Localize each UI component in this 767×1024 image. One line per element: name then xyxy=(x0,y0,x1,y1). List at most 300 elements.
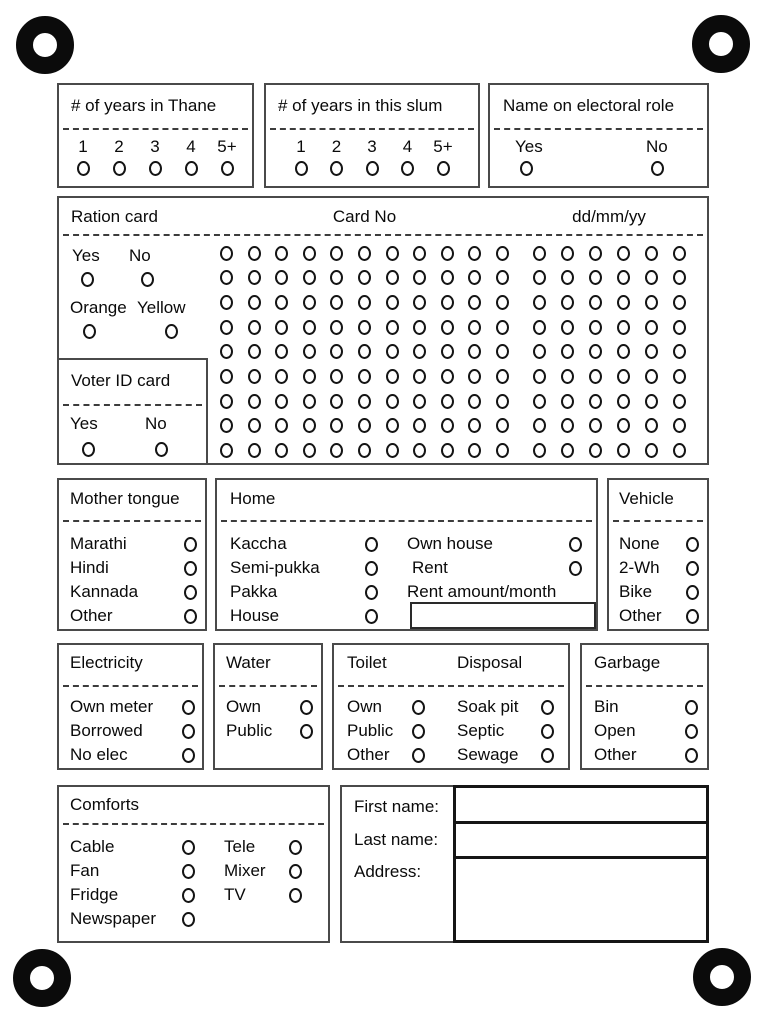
mark-bubble[interactable] xyxy=(617,369,630,384)
date-label: dd/mm/yy xyxy=(572,207,646,226)
mark-bubble[interactable] xyxy=(248,443,261,458)
garbage-title: Garbage xyxy=(594,653,661,672)
ration-orange-label: Orange xyxy=(70,298,127,317)
mark-bubble[interactable] xyxy=(441,369,454,384)
mark-bubble[interactable] xyxy=(468,320,481,335)
bubble-slum-2[interactable] xyxy=(330,161,343,176)
mark-bubble[interactable] xyxy=(248,418,261,433)
bubble-ration-orange[interactable] xyxy=(83,324,96,339)
mark-bubble[interactable] xyxy=(386,320,399,335)
ration-yellow-label: Yellow xyxy=(137,298,186,317)
mark-bubble[interactable] xyxy=(275,270,288,285)
option-label: Mixer xyxy=(224,861,266,880)
mark-bubble[interactable] xyxy=(617,295,630,310)
last-name-input[interactable] xyxy=(456,824,706,856)
last-name-label: Last name: xyxy=(354,830,439,849)
identity-input-region xyxy=(453,785,709,943)
bubble-tv[interactable] xyxy=(289,888,302,903)
divider xyxy=(63,685,198,687)
mark-bubble[interactable] xyxy=(303,418,316,433)
mark-bubble[interactable] xyxy=(386,443,399,458)
mark-bubble[interactable] xyxy=(330,270,343,285)
divider xyxy=(270,128,474,130)
water-box xyxy=(213,643,323,770)
mark-bubble[interactable] xyxy=(589,344,602,359)
bubble-thane-5plus[interactable] xyxy=(221,161,234,176)
mark-bubble[interactable] xyxy=(441,394,454,409)
mark-bubble[interactable] xyxy=(533,394,546,409)
toilet-disposal-box xyxy=(332,643,570,770)
mark-bubble[interactable] xyxy=(496,443,509,458)
mark-bubble[interactable] xyxy=(617,270,630,285)
option-label: 2-Wh xyxy=(619,558,660,577)
mark-bubble[interactable] xyxy=(496,369,509,384)
mark-bubble[interactable] xyxy=(248,320,261,335)
bubble-borrowed[interactable] xyxy=(182,724,195,739)
vehicle-title: Vehicle xyxy=(619,489,674,508)
option-label: Bike xyxy=(619,582,653,601)
mark-bubble[interactable] xyxy=(645,344,658,359)
bubble-electoral-no[interactable] xyxy=(651,161,664,176)
mark-bubble[interactable] xyxy=(673,344,686,359)
mark-bubble[interactable] xyxy=(673,246,686,261)
mark-bubble[interactable] xyxy=(589,320,602,335)
mark-bubble[interactable] xyxy=(275,246,288,261)
mark-bubble[interactable] xyxy=(386,418,399,433)
mark-bubble[interactable] xyxy=(413,320,426,335)
mark-bubble[interactable] xyxy=(413,295,426,310)
bubble-garbage-other[interactable] xyxy=(685,748,698,763)
mark-bubble[interactable] xyxy=(441,443,454,458)
mark-bubble[interactable] xyxy=(589,418,602,433)
mark-bubble[interactable] xyxy=(358,418,371,433)
mother-tongue-title: Mother tongue xyxy=(70,489,180,508)
mark-bubble[interactable] xyxy=(468,270,481,285)
years-in-thane-title: # of years in Thane xyxy=(71,96,217,115)
option-label: Other xyxy=(347,745,390,764)
mark-bubble[interactable] xyxy=(589,443,602,458)
mark-bubble[interactable] xyxy=(303,443,316,458)
mark-bubble[interactable] xyxy=(496,320,509,335)
mark-bubble[interactable] xyxy=(330,246,343,261)
divider xyxy=(63,520,201,522)
mark-bubble[interactable] xyxy=(617,320,630,335)
option-label: No xyxy=(646,137,668,156)
option-label: Rent xyxy=(412,558,448,577)
mark-bubble[interactable] xyxy=(358,394,371,409)
mark-bubble[interactable] xyxy=(275,369,288,384)
bubble-thane-4[interactable] xyxy=(185,161,198,176)
home-box xyxy=(215,478,598,631)
bubble-kaccha[interactable] xyxy=(365,537,378,552)
option-label: 1 xyxy=(78,137,88,156)
bubble-fan[interactable] xyxy=(182,864,195,879)
mark-bubble[interactable] xyxy=(617,443,630,458)
mark-bubble[interactable] xyxy=(413,246,426,261)
bubble-voter-no[interactable] xyxy=(155,442,168,457)
mark-bubble[interactable] xyxy=(413,394,426,409)
option-label: House xyxy=(230,606,280,625)
bubble-thane-2[interactable] xyxy=(113,161,126,176)
bubble-vehicle-2wh[interactable] xyxy=(686,561,699,576)
mark-bubble[interactable] xyxy=(220,369,233,384)
mark-bubble[interactable] xyxy=(533,344,546,359)
mark-bubble[interactable] xyxy=(673,443,686,458)
bubble-slum-5plus[interactable] xyxy=(437,161,450,176)
mark-bubble[interactable] xyxy=(303,320,316,335)
option-label: Kaccha xyxy=(230,534,287,553)
divider xyxy=(338,685,564,687)
date-bubble-grid xyxy=(525,241,693,463)
mark-bubble[interactable] xyxy=(468,394,481,409)
bubble-ration-yellow[interactable] xyxy=(165,324,178,339)
bubble-sewage[interactable] xyxy=(541,748,554,763)
mark-bubble[interactable] xyxy=(358,344,371,359)
bubble-thane-1[interactable] xyxy=(77,161,90,176)
mark-bubble[interactable] xyxy=(561,246,574,261)
mark-bubble[interactable] xyxy=(645,394,658,409)
option-label: 2 xyxy=(331,137,342,156)
mark-bubble[interactable] xyxy=(386,394,399,409)
option-label: Own house xyxy=(407,534,493,553)
mark-bubble[interactable] xyxy=(220,443,233,458)
mark-bubble[interactable] xyxy=(303,344,316,359)
mark-bubble[interactable] xyxy=(248,246,261,261)
mark-bubble[interactable] xyxy=(358,246,371,261)
option-label: Hindi xyxy=(70,558,109,577)
years-in-slum-box xyxy=(264,83,480,188)
mark-bubble[interactable] xyxy=(561,394,574,409)
option-label: Other xyxy=(70,606,113,625)
divider xyxy=(63,823,324,825)
bubble-vehicle-bike[interactable] xyxy=(686,585,699,600)
mark-bubble[interactable] xyxy=(413,369,426,384)
mark-bubble[interactable] xyxy=(561,320,574,335)
voter-no-label: No xyxy=(145,414,167,433)
mark-bubble[interactable] xyxy=(468,369,481,384)
bubble-pakka[interactable] xyxy=(365,585,378,600)
address-input[interactable] xyxy=(456,859,706,940)
registration-mark-top-right xyxy=(692,15,750,73)
mark-bubble[interactable] xyxy=(617,394,630,409)
option-label: Open xyxy=(594,721,636,740)
mark-bubble[interactable] xyxy=(617,246,630,261)
water-title: Water xyxy=(226,653,271,672)
mark-bubble[interactable] xyxy=(358,443,371,458)
mark-bubble[interactable] xyxy=(496,270,509,285)
bubble-soak-pit[interactable] xyxy=(541,700,554,715)
mark-bubble[interactable] xyxy=(330,344,343,359)
mark-bubble[interactable] xyxy=(220,418,233,433)
option-label: Other xyxy=(594,745,637,764)
mark-bubble[interactable] xyxy=(645,418,658,433)
voter-id-title: Voter ID card xyxy=(71,371,171,390)
ration-no-label: No xyxy=(129,246,151,265)
mark-bubble[interactable] xyxy=(468,295,481,310)
bubble-marathi[interactable] xyxy=(184,537,197,552)
option-label: Yes xyxy=(515,137,543,156)
bubble-mixer[interactable] xyxy=(289,864,302,879)
garbage-box xyxy=(580,643,709,770)
option-label: Fan xyxy=(70,861,100,880)
mark-bubble[interactable] xyxy=(413,418,426,433)
mark-bubble[interactable] xyxy=(589,369,602,384)
mark-bubble[interactable] xyxy=(441,418,454,433)
bubble-cable[interactable] xyxy=(182,840,195,855)
bubble-electoral-yes[interactable] xyxy=(520,161,533,176)
comforts-title: Comforts xyxy=(70,795,139,814)
bubble-vehicle-other[interactable] xyxy=(686,609,699,624)
voter-id-box xyxy=(57,358,208,465)
bubble-voter-yes[interactable] xyxy=(82,442,95,457)
divider xyxy=(63,234,703,236)
mark-bubble[interactable] xyxy=(533,418,546,433)
mark-bubble[interactable] xyxy=(468,418,481,433)
mark-bubble[interactable] xyxy=(330,418,343,433)
option-label: 5+ xyxy=(433,137,453,156)
mark-bubble[interactable] xyxy=(330,320,343,335)
mark-bubble[interactable] xyxy=(358,270,371,285)
mark-bubble[interactable] xyxy=(248,369,261,384)
mark-bubble[interactable] xyxy=(413,344,426,359)
mark-bubble[interactable] xyxy=(589,246,602,261)
ration-card-title: Ration card xyxy=(71,207,158,226)
mark-bubble[interactable] xyxy=(673,394,686,409)
mark-bubble[interactable] xyxy=(561,344,574,359)
option-label: Marathi xyxy=(70,534,127,553)
mark-bubble[interactable] xyxy=(468,443,481,458)
option-label: Borrowed xyxy=(70,721,143,740)
card-no-label: Card No xyxy=(332,207,397,226)
mark-bubble[interactable] xyxy=(645,443,658,458)
option-label: 3 xyxy=(367,137,377,156)
mark-bubble[interactable] xyxy=(275,344,288,359)
option-label: 4 xyxy=(186,137,196,156)
bubble-garbage-open[interactable] xyxy=(685,724,698,739)
mark-bubble[interactable] xyxy=(561,295,574,310)
mark-bubble[interactable] xyxy=(561,270,574,285)
mark-bubble[interactable] xyxy=(645,369,658,384)
home-title: Home xyxy=(230,489,276,508)
option-label: Pakka xyxy=(230,582,278,601)
divider xyxy=(494,128,703,130)
bubble-toilet-own[interactable] xyxy=(412,700,425,715)
mark-bubble[interactable] xyxy=(645,320,658,335)
bubble-water-own[interactable] xyxy=(300,700,313,715)
mark-bubble[interactable] xyxy=(589,394,602,409)
electoral-role-title: Name on electoral role xyxy=(503,96,675,115)
mark-bubble[interactable] xyxy=(275,394,288,409)
mark-bubble[interactable] xyxy=(386,246,399,261)
option-label: Public xyxy=(347,721,394,740)
mark-bubble[interactable] xyxy=(220,394,233,409)
option-label: Own xyxy=(226,697,261,716)
mark-bubble[interactable] xyxy=(468,344,481,359)
mark-bubble[interactable] xyxy=(561,443,574,458)
ration-yes-label: Yes xyxy=(72,246,100,265)
mark-bubble[interactable] xyxy=(468,246,481,261)
option-label: Own xyxy=(347,697,382,716)
first-name-label: First name: xyxy=(354,797,440,816)
mark-bubble[interactable] xyxy=(673,418,686,433)
bubble-septic[interactable] xyxy=(541,724,554,739)
mark-bubble[interactable] xyxy=(441,295,454,310)
mark-bubble[interactable] xyxy=(220,246,233,261)
mark-bubble[interactable] xyxy=(248,295,261,310)
mark-bubble[interactable] xyxy=(303,270,316,285)
bubble-kannada[interactable] xyxy=(184,585,197,600)
bubble-rent[interactable] xyxy=(569,561,582,576)
bubble-slum-4[interactable] xyxy=(401,161,414,176)
address-label: Address: xyxy=(354,862,422,881)
divider xyxy=(219,685,317,687)
mark-bubble[interactable] xyxy=(496,394,509,409)
registration-mark-top-left xyxy=(16,16,74,74)
mark-bubble[interactable] xyxy=(496,418,509,433)
mark-bubble[interactable] xyxy=(330,369,343,384)
registration-mark-bottom-left xyxy=(13,949,71,1007)
mark-bubble[interactable] xyxy=(413,270,426,285)
mark-bubble[interactable] xyxy=(303,295,316,310)
comforts-box xyxy=(57,785,330,943)
mark-bubble[interactable] xyxy=(617,344,630,359)
bubble-water-public[interactable] xyxy=(300,724,313,739)
mark-bubble[interactable] xyxy=(533,369,546,384)
bubble-garbage-bin[interactable] xyxy=(685,700,698,715)
mark-bubble[interactable] xyxy=(275,320,288,335)
bubble-toilet-public[interactable] xyxy=(412,724,425,739)
option-label: Public xyxy=(226,721,273,740)
mark-bubble[interactable] xyxy=(441,246,454,261)
mark-bubble[interactable] xyxy=(533,246,546,261)
mark-bubble[interactable] xyxy=(220,270,233,285)
mark-bubble[interactable] xyxy=(441,320,454,335)
mark-bubble[interactable] xyxy=(645,295,658,310)
divider xyxy=(586,685,703,687)
bubble-tongue-other[interactable] xyxy=(184,609,197,624)
mark-bubble[interactable] xyxy=(496,246,509,261)
mark-bubble[interactable] xyxy=(617,418,630,433)
option-label: Own meter xyxy=(70,697,154,716)
mother-tongue-box xyxy=(57,478,207,631)
mark-bubble[interactable] xyxy=(220,320,233,335)
electricity-title: Electricity xyxy=(70,653,143,672)
mark-bubble[interactable] xyxy=(441,270,454,285)
mark-bubble[interactable] xyxy=(533,295,546,310)
mark-bubble[interactable] xyxy=(330,394,343,409)
mark-bubble[interactable] xyxy=(386,369,399,384)
option-label: Cable xyxy=(70,837,115,856)
mark-bubble[interactable] xyxy=(561,418,574,433)
option-label: No elec xyxy=(70,745,128,764)
mark-bubble[interactable] xyxy=(533,320,546,335)
mark-bubble[interactable] xyxy=(561,369,574,384)
voter-yes-label: Yes xyxy=(70,414,98,433)
mark-bubble[interactable] xyxy=(386,344,399,359)
bubble-slum-3[interactable] xyxy=(366,161,379,176)
rent-amount-label: Rent amount/month xyxy=(407,582,557,601)
bubble-thane-3[interactable] xyxy=(149,161,162,176)
mark-bubble[interactable] xyxy=(673,270,686,285)
bubble-house[interactable] xyxy=(365,609,378,624)
mark-bubble[interactable] xyxy=(645,270,658,285)
vehicle-box xyxy=(607,478,709,631)
mark-bubble[interactable] xyxy=(496,344,509,359)
mark-bubble[interactable] xyxy=(589,270,602,285)
option-label: Semi-pukka xyxy=(230,558,320,577)
option-label: Fridge xyxy=(70,885,119,904)
mark-bubble[interactable] xyxy=(358,320,371,335)
mark-bubble[interactable] xyxy=(386,295,399,310)
bubble-ration-no[interactable] xyxy=(141,272,154,287)
mark-bubble[interactable] xyxy=(673,369,686,384)
rent-amount-input[interactable] xyxy=(410,602,596,629)
option-label: 3 xyxy=(150,137,160,156)
mark-bubble[interactable] xyxy=(275,418,288,433)
mark-bubble[interactable] xyxy=(589,295,602,310)
mark-bubble[interactable] xyxy=(358,369,371,384)
mark-bubble[interactable] xyxy=(303,369,316,384)
first-name-input[interactable] xyxy=(456,788,706,821)
mark-bubble[interactable] xyxy=(248,344,261,359)
bubble-tele[interactable] xyxy=(289,840,302,855)
mark-bubble[interactable] xyxy=(220,344,233,359)
bubble-hindi[interactable] xyxy=(184,561,197,576)
mark-bubble[interactable] xyxy=(303,394,316,409)
option-label: Tele xyxy=(224,837,256,856)
bubble-toilet-other[interactable] xyxy=(412,748,425,763)
option-label: 1 xyxy=(296,137,306,156)
card-number-bubble-grid xyxy=(213,241,516,463)
option-label: Soak pit xyxy=(457,697,519,716)
bubble-newspaper[interactable] xyxy=(182,912,195,927)
mark-bubble[interactable] xyxy=(533,443,546,458)
mark-bubble[interactable] xyxy=(673,320,686,335)
identity-box xyxy=(340,785,709,943)
option-label: TV xyxy=(224,885,246,904)
bubble-slum-1[interactable] xyxy=(295,161,308,176)
mark-bubble[interactable] xyxy=(330,295,343,310)
years-in-slum-title: # of years in this slum xyxy=(278,96,443,115)
electricity-box xyxy=(57,643,204,770)
registration-mark-bottom-right xyxy=(693,948,751,1006)
bubble-fridge[interactable] xyxy=(182,888,195,903)
mark-bubble[interactable] xyxy=(533,270,546,285)
mark-bubble[interactable] xyxy=(358,295,371,310)
mark-bubble[interactable] xyxy=(248,270,261,285)
divider xyxy=(63,128,248,130)
mark-bubble[interactable] xyxy=(220,295,233,310)
bubble-own-house[interactable] xyxy=(569,537,582,552)
mark-bubble[interactable] xyxy=(330,443,343,458)
bubble-ration-yes[interactable] xyxy=(81,272,94,287)
mark-bubble[interactable] xyxy=(248,394,261,409)
option-label: Sewage xyxy=(457,745,519,764)
mark-bubble[interactable] xyxy=(496,295,509,310)
mark-bubble[interactable] xyxy=(645,246,658,261)
mark-bubble[interactable] xyxy=(275,295,288,310)
mark-bubble[interactable] xyxy=(386,270,399,285)
mark-bubble[interactable] xyxy=(413,443,426,458)
mark-bubble[interactable] xyxy=(303,246,316,261)
bubble-semi-pukka[interactable] xyxy=(365,561,378,576)
bubble-vehicle-none[interactable] xyxy=(686,537,699,552)
bubble-no-elec[interactable] xyxy=(182,748,195,763)
mark-bubble[interactable] xyxy=(673,295,686,310)
bubble-own-meter[interactable] xyxy=(182,700,195,715)
mark-bubble[interactable] xyxy=(441,344,454,359)
mark-bubble[interactable] xyxy=(275,443,288,458)
